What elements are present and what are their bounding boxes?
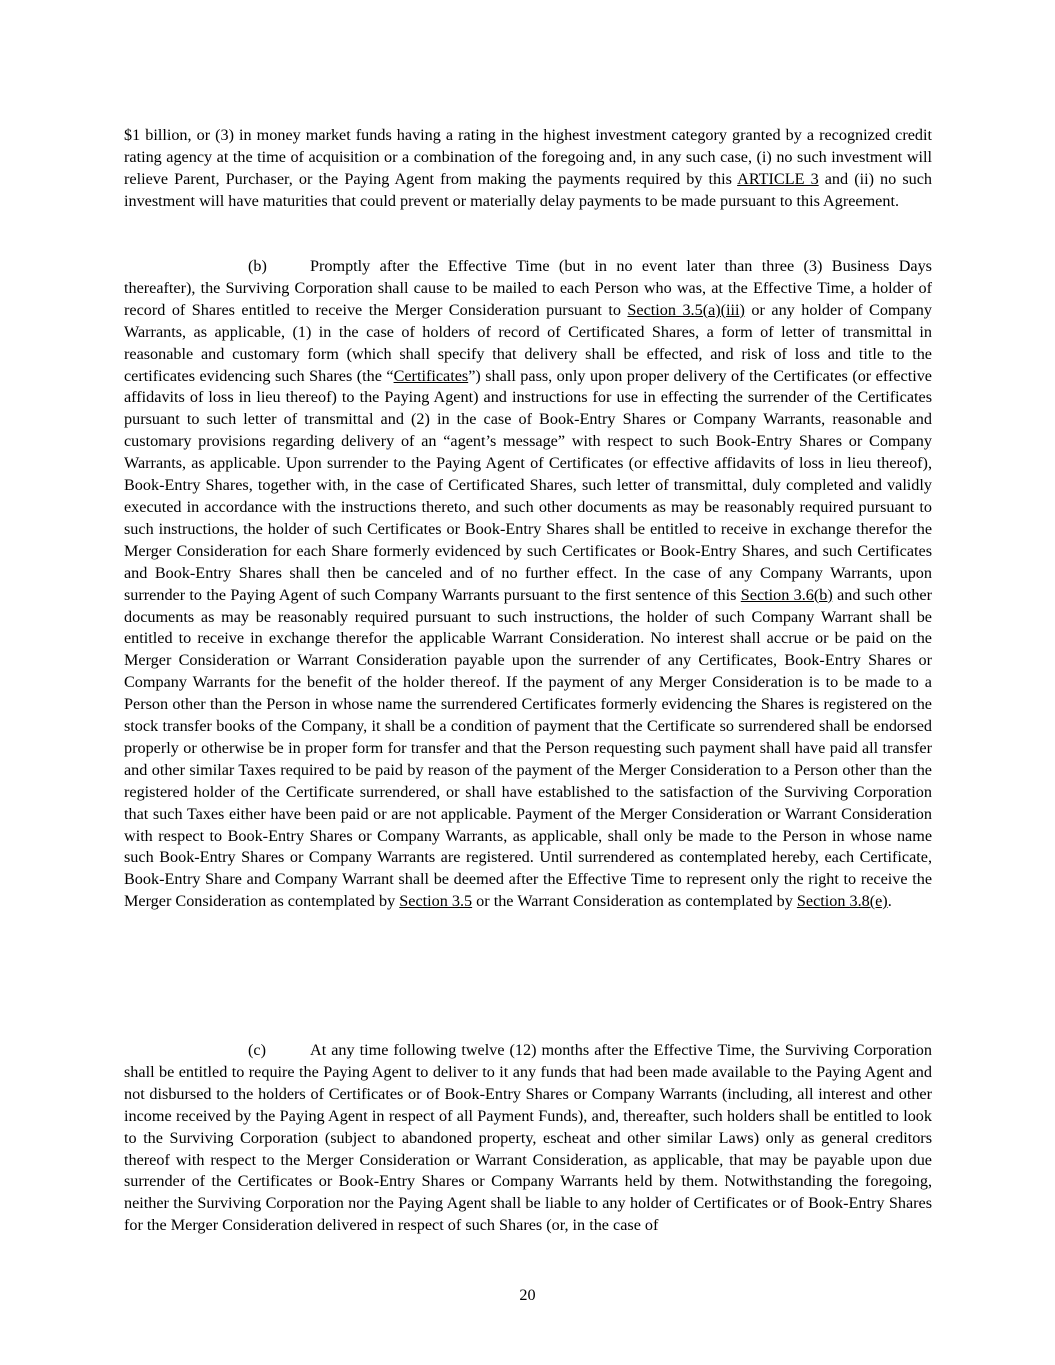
cross-reference-section-3-5-a-iii: Section 3.5(a)(iii) (627, 300, 745, 319)
paragraph-label-c: (c) (248, 1041, 266, 1059)
cross-reference-article-3: ARTICLE 3 (737, 169, 819, 188)
text-run: $1 billion, or (3) in money market funds having a rating in the highest investment category granted by a recognized credit rating agency at the time of acquisition or a combination of the foregoing and, in any such case, (i) no such investment will relieve Parent, Purchaser, or the Paying Agent from making the payments required by this (124, 126, 932, 188)
cross-reference-section-3-5: Section 3.5 (399, 892, 473, 911)
paragraph-text (124, 1040, 932, 1237)
text-run: ”) shall pass, only upon proper delivery of the Certificates (or effective affidavits of loss in lieu thereof) to the Paying Agent) and instructions for use in effecting the surrender of the Certificates pursuant to such letter of transmittal and (2) in the case of Book-Entry Shares or Company Warrants, reasonable and customary provisions regarding delivery of an “agent’s message” with respect to such Book-Entry Shares or Company Warrants, as applicable. Upon surrender to the Paying Agent of Certificates (or effective affidavits of loss in lieu thereof), Book-Entry Shares, together with, in the case of Certificated Shares, such letter of transmittal, duly completed and validly executed in accordance with the instructions thereto, and such other documents as may be reasonably required pursuant to such instructions, the holder of such Certificates or Book-Entry Shares shall be entitled to receive in exchange therefor the Merger Consideration for each Share formerly evidenced by such Certificates or Book-Entry Shares, and such Certificates and Book-Entry Shares shall then be canceled and of no further effect. In the case of any Company Warrants, upon surrender to the Paying Agent of such Company Warrants pursuant to the first sentence of this (124, 366, 932, 604)
cross-reference-section-3-8-e: Section 3.8(e) (796, 892, 888, 911)
text-run: and such other documents as may be reasonably required pursuant to such instructions, the holder of such Company Warrant shall be entitled to receive in exchange therefor the applicable Warrant Consideration. No interest shall accrue or be paid on the Merger Consideration or Warrant Consideration payable upon the surrender of any Certificates, Book-Entry Shares or Company Warrants for the benefit of the holder thereof. If the payment of any Merger Consideration is to be made to a Person other than the Person in whose name the surrendered Certificates formerly evidencing the Shares is registered on the stock transfer books of the Company, it shall be a condition of payment that the Certificate so surrendered shall be endorsed properly or otherwise be in proper form for transfer and that the Person requesting such payment shall have paid all transfer and other similar Taxes required to be paid by reason of the payment of the Merger Consideration to a Person other than the registered holder of the Certificate surrendered, or shall have established to the satisfaction of the Surviving Corporation that such Taxes either have been paid or are not applicable. Payment of the Merger Consideration or Warrant Consideration with respect to Book-Entry Shares or Company Warrants, as applicable, shall only be made to the Person in whose name such Book-Entry Shares or Company Warrants are registered. Until surrendered as contemplated hereby, each Certificate, Book-Entry Share and Company Warrant shall be deemed after the Effective Time to represent only the right to receive the Merger Consideration as contemplated by (124, 585, 932, 911)
text-run: . (887, 892, 892, 911)
cross-reference-section-3-6-b: Section 3.6(b) (740, 585, 833, 604)
paragraph-c (124, 1040, 932, 1237)
paragraph-label-b: (b) (248, 257, 267, 275)
paragraph-b (124, 256, 932, 913)
page-number: 20 (519, 1286, 536, 1304)
paragraph-a-continuation (124, 125, 932, 213)
paragraph-text (124, 125, 932, 213)
text-run: or any holder of Company Warrants, as applicable, (1) in the case of holders of record of Certificated Shares, a form of letter of transmittal in reasonable and customary form (which shall specify that delivery shall be effected, and risk of loss and title to the certificates evidencing such Shares (the “ (124, 300, 932, 385)
defined-term-certificates: Certificates (393, 366, 469, 385)
text-run: Promptly after the Effective Time (but in no event later than three (3) Business Days thereafter), the Surviving Corporation shall cause to be mailed to each Person who was, at the Effective Time, a holder of record of Shares entitled to receive the Merger Consideration pursuant to (124, 257, 932, 319)
text-run: and (ii) no such investment will have maturities that could prevent or materially delay payments to be made pursuant to this Agreement. (124, 169, 932, 210)
text-run: or the Warrant Consideration as contemplated by (472, 892, 797, 911)
paragraph-text (124, 256, 932, 913)
text-run: At any time following twelve (12) months after the Effective Time, the Surviving Corporation shall be entitled to require the Paying Agent to deliver to it any funds that had been made available to the Paying Agent and not disbursed to the holders of Certificates or of Book-Entry Shares or Company Warrants (including, all interest and other income received by the Paying Agent in respect of all Payment Funds), and, thereafter, such holders shall be entitled to look to the Surviving Corporation (subject to abandoned property, escheat and other similar Laws) only as general creditors thereof with respect to the Merger Consideration or Warrant Consideration, as applicable, that may be payable upon due surrender of the Certificates or Book-Entry Shares or Company Warrants held by them. Notwithstanding the foregoing, neither the Surviving Corporation nor the Paying Agent shall be liable to any holder of Certificates or of Book-Entry Shares for the Merger Consideration delivered in respect of such Shares (or, in the case of (124, 1041, 932, 1235)
